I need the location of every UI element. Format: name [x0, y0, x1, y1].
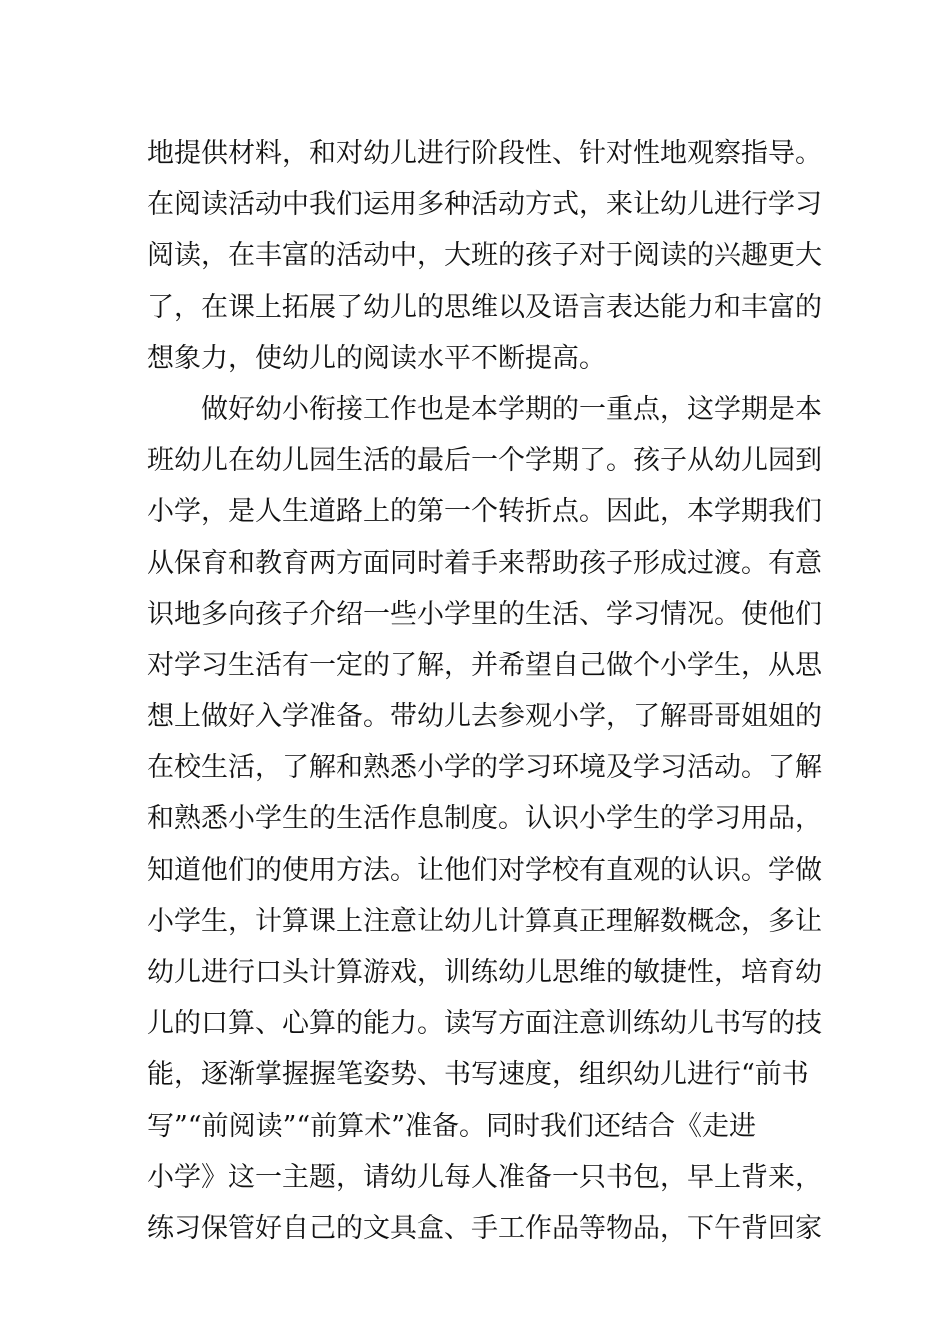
text-line: 想上做好入学准备。带幼儿去参观小学，了解哥哥姐姐的	[147, 701, 822, 733]
text-line: 写”“前阅读”“前算术”准备。同时我们还结合《走进	[147, 1110, 757, 1142]
text-line: 了，在课上拓展了幼儿的思维以及语言表达能力和丰富的	[147, 291, 822, 323]
text-line: 能，逐渐掌握握笔姿势、书写速度，组织幼儿进行“前书	[147, 1059, 809, 1091]
text-line: 阅读，在丰富的活动中，大班的孩子对于阅读的兴趣更大	[147, 240, 822, 272]
text-line: 练习保管好自己的文具盒、手工作品等物品，下午背回家	[147, 1212, 822, 1244]
text-line: 对学习生活有一定的了解，并希望自己做个小学生，从思	[147, 649, 822, 681]
text-line: 从保育和教育两方面同时着手来帮助孩子形成过渡。有意	[147, 547, 822, 579]
text-line: 识地多向孩子介绍一些小学里的生活、学习情况。使他们	[147, 598, 822, 630]
text-line: 想象力，使幼儿的阅读水平不断提高。	[147, 342, 606, 374]
text-line: 在阅读活动中我们运用多种活动方式，来让幼儿进行学习	[147, 189, 822, 221]
text-line: 班幼儿在幼儿园生活的最后一个学期了。孩子从幼儿园到	[147, 445, 822, 477]
body-text	[147, 128, 822, 1254]
text-line: 在校生活，了解和熟悉小学的学习环境及学习活动。了解	[147, 752, 822, 784]
text-line: 幼儿进行口头计算游戏，训练幼儿思维的敏捷性，培育幼	[147, 957, 822, 988]
text-line: 知道他们的使用方法。让他们对学校有直观的认识。学做	[147, 854, 822, 886]
text-line: 地提供材料，和对幼儿进行阶段性、针对性地观察指导。	[147, 138, 822, 169]
text-line: 做好幼小衔接工作也是本学期的一重点，这学期是本	[147, 393, 822, 425]
text-line: 小学》这一主题，请幼儿每人准备一只书包，早上背来，	[147, 1161, 822, 1193]
text-line: 小学，是人生道路上的第一个转折点。因此，本学期我们	[147, 496, 822, 528]
text-line: 小学生，计算课上注意让幼儿计算真正理解数概念，多让	[147, 905, 822, 937]
text-line: 和熟悉小学生的生活作息制度。认识小学生的学习用品，	[147, 803, 822, 835]
text-line: 儿的口算、心算的能力。读写方面注意训练幼儿书写的技	[147, 1008, 822, 1040]
